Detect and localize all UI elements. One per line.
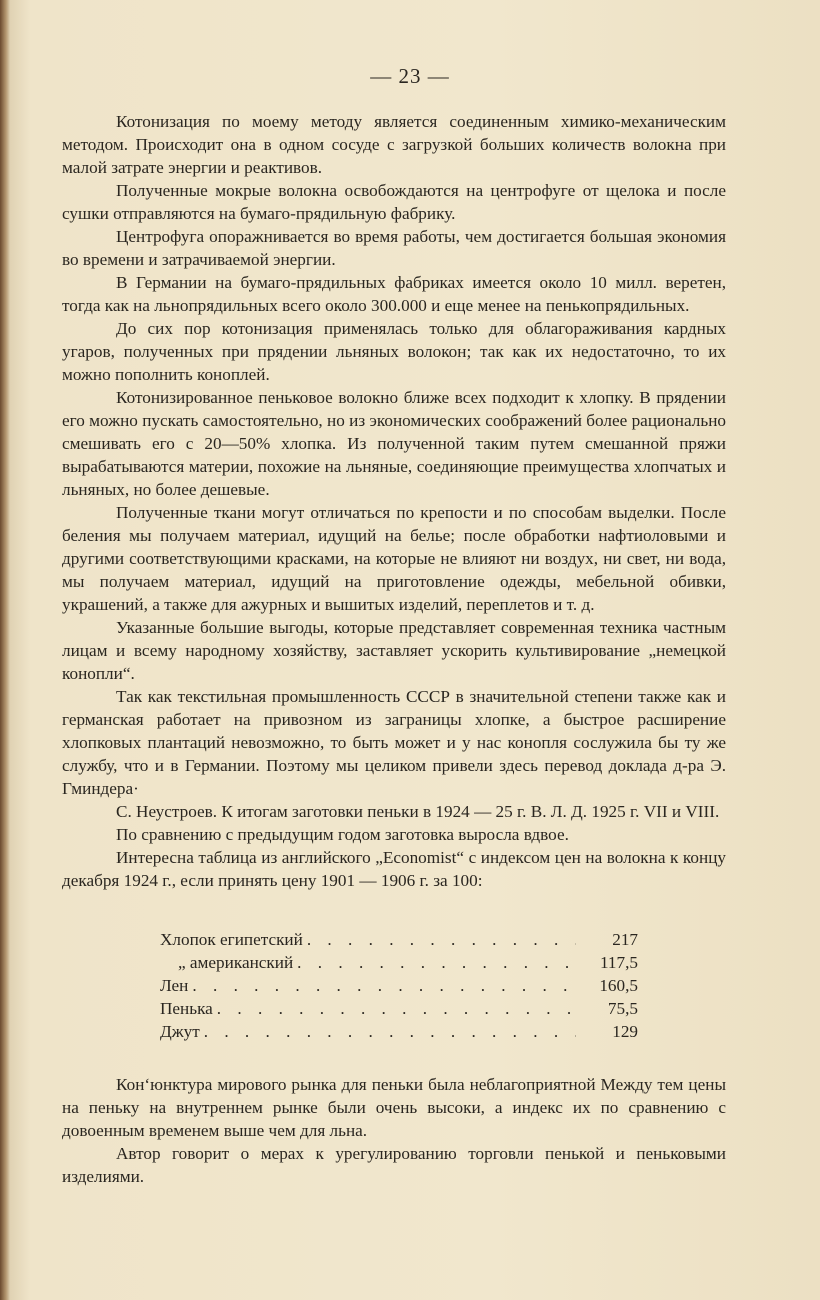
price-index: 117,5 (599, 953, 638, 972)
table-row (160, 1020, 638, 1043)
paragraph: С. Неустроев. К итогам заготовки пеньки в 1924 — 25 г. В. Л. Д. 1925 г. VII и VIII. (116, 802, 720, 821)
fiber-name: „ американский (178, 953, 294, 972)
fiber-name: Пенька (160, 999, 213, 1018)
price-index: 129 (612, 1022, 638, 1041)
table-row (160, 928, 638, 951)
table-row (160, 997, 638, 1020)
paragraph: Полученные ткани могут отличаться по крепости и по способам выделки. После беления мы получаем материал, идущий на белье; после обработки нафтиоловыми и другими соответствующими красками, на которые не влияют ни воздух, ни свет, ни вода, мы получаем материал, идущий на приготовление одежды, мебельной обивки, украшений, а также для ажурных и вышитых изделий, переплетов и т. д. (62, 503, 726, 614)
paragraph: До сих пор котонизация применялась только для облагораживания кардных угаров, полученных при прядении льняных волокон; так как их недостаточно, то их можно пополнить коноплей. (62, 319, 726, 384)
leader-dots (192, 974, 576, 997)
closing-section (62, 1073, 726, 1188)
paragraph: По сравнению с предыдущим годом заготовка выросла вдвое. (116, 825, 569, 844)
price-index: 217 (612, 930, 638, 949)
price-index-table (160, 928, 638, 1043)
leader-dots (297, 951, 576, 974)
leader-dots (204, 1020, 576, 1043)
paragraph: Так как текстильная промышленность СССР в значительной степени также как и германская работает на привозном из заграницы хлопке, а быстрое расширение хлопковых плантаций невозможно, то быть может и у нас конопля сослужила бы ту же службу, что и в Германии. Поэтому мы целиком привели здесь перевод доклада д-ра Э. Гминдера· (62, 687, 726, 798)
paragraph: Автор говорит о мерах к урегулированию торговли пенькой и пеньковыми изделиями. (62, 1144, 726, 1186)
paragraph: В Германии на бумаго-прядильных фабриках имеется около 10 милл. веретен, тогда как на льнопрядильных всего около 300.000 и еще менее на пенькопрядильных. (62, 273, 726, 315)
book-spine-shadow (0, 0, 10, 1300)
table-row (160, 951, 638, 974)
table-row (160, 974, 638, 997)
paragraph: Полученные мокрые волокна освобождаются на центрофуге от щелока и после сушки отправляются на бумаго-прядильную фабрику. (62, 181, 726, 223)
paragraph: Котонизация по моему методу является соединенным химико-механическим методом. Происходит она в одном сосуде с загрузкой больших количеств волокна при малой затрате энергии и реактивов. (62, 112, 726, 177)
paragraph: Интересна таблица из английского „Economist“ с индексом цен на волокна к концу декабря 1924 г., если принять цену 1901 — 1906 г. за 100: (62, 848, 726, 890)
fiber-name: Джут (160, 1022, 200, 1041)
paragraph: Котонизированное пеньковое волокно ближе всех подходит к хлопку. В прядении его можно пускать самостоятельно, но из экономических соображений более рационально смешивать его с 20—50% хлопка. Из полученной таким путем смешанной пряжи вырабатываются материи, похожие на льняные, соединяющие преимущества хлопчатых и льняных, но более дешевые. (62, 388, 726, 499)
leader-dots (307, 928, 576, 951)
paragraph: Центрофуга опоражнивается во время работы, чем достигается большая экономия во времени и затрачиваемой энергии. (62, 227, 726, 269)
paragraph: Указанные большие выгоды, которые представляет современная техника частным лицам и всему народному хозяйству, заставляет ускорить культивирование „немецкой конопли“. (62, 618, 726, 683)
leader-dots (217, 997, 576, 1020)
price-index: 75,5 (607, 999, 638, 1018)
paragraph: Кон‘юнктура мирового рынка для пеньки была неблагоприятной Между тем цены на пеньку на внутреннем рынке были очень высоки, а индекс их по сравнению с довоенным временем выше чем для льна. (62, 1075, 726, 1140)
fiber-name: Хлопок египетский (160, 930, 303, 949)
price-index: 160,5 (599, 976, 638, 995)
page-number: — 23 — (370, 64, 450, 88)
fiber-name: Лен (160, 976, 189, 995)
page-body (62, 110, 726, 1188)
